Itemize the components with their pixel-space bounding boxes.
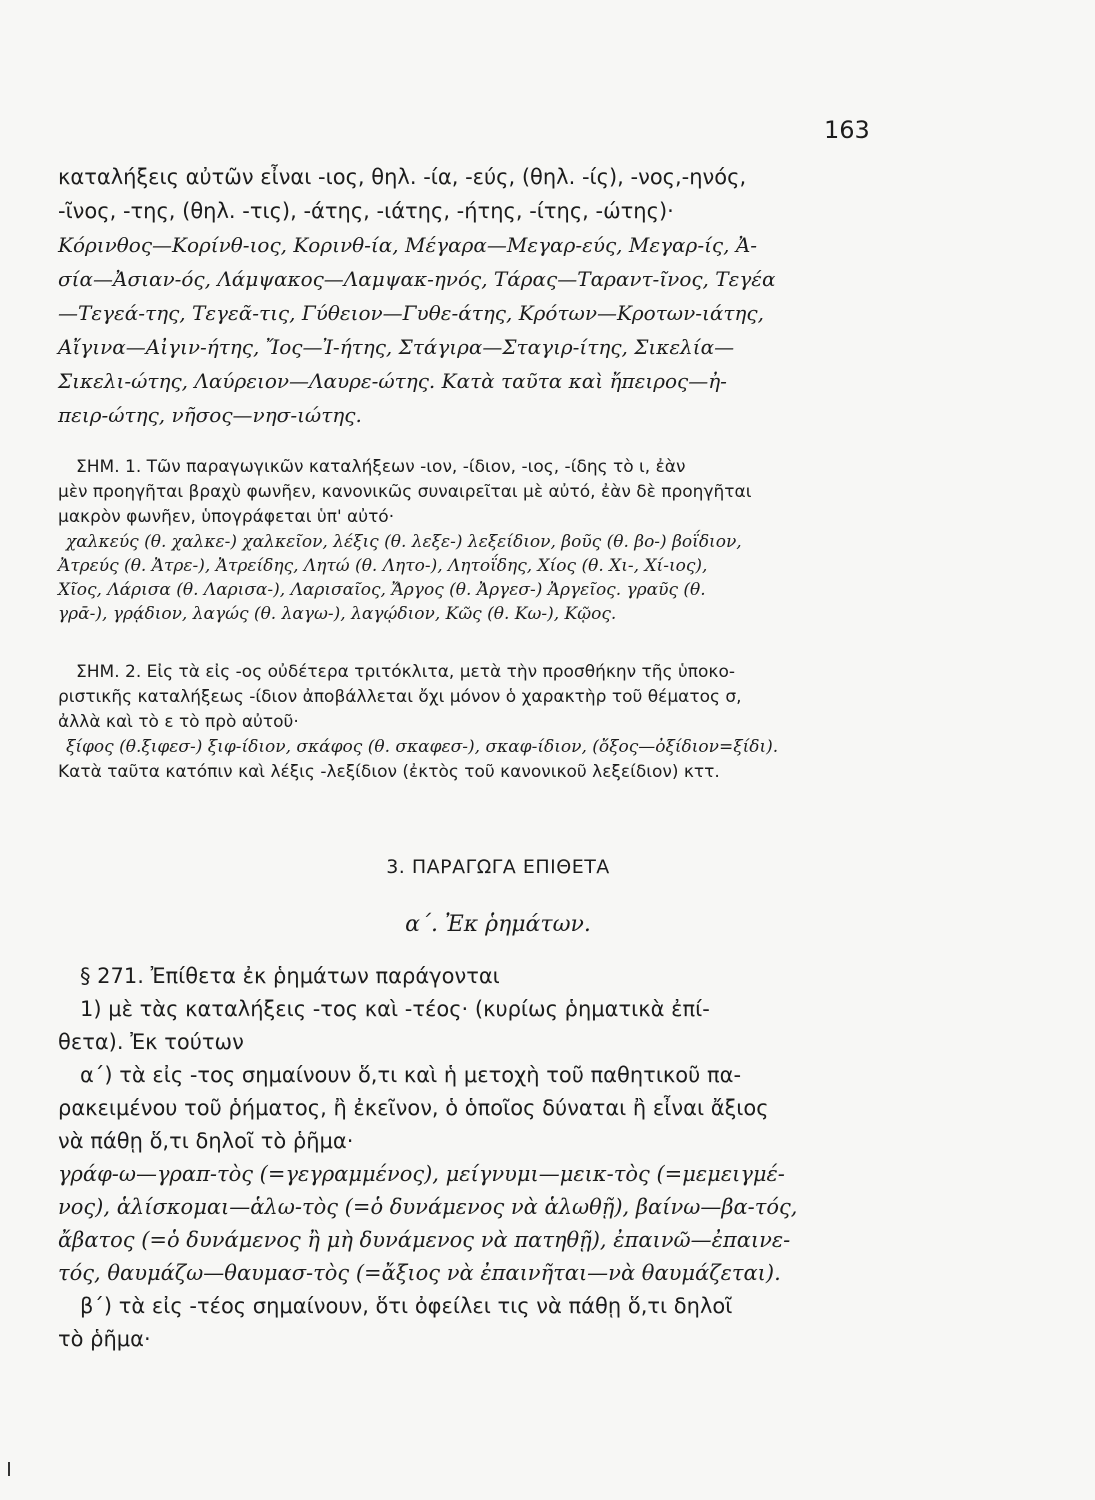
example-line: σία—Ἀσιαν-ός, Λάμψακος—Λαμψακ-ηνός, Τάρας—Ταραντ-ῖνος, Τεγέα [58,267,776,291]
paragraph-line: α΄) τὰ εἰς -τος σημαίνουν ὅ,τι καὶ ἡ μετοχὴ τοῦ παθητικοῦ πα- [80,1063,742,1087]
example-line: —Τεγεά-της, Τεγεᾶ-τις, Γύθειον—Γυθε-άτης, Κρότων—Κροτων-ιάτης, [58,301,764,325]
note-line: ΣΗΜ. 1. Τῶν παραγωγικῶν καταλήξεων -ιον, -ίδιον, -ιος, -ίδης τὸ ι, ἐὰν [76,457,686,477]
example-line: πειρ-ώτης, νῆσος—νησ-ιώτης. [58,403,362,427]
note-1 [58,455,898,626]
example-line: ἄβατος (=ὁ δυνάμενος ἢ μὴ δυνάμενος νὰ πατηθῇ), ἐπαινῶ—ἐπαινε- [58,1228,791,1252]
page-number: 163 [824,116,870,144]
example-line: Αἴγινα—Αἰγιν-ήτης, Ἴος—Ἰ-ήτης, Στάγιρα—Σταγιρ-ίτης, Σικελία— [58,335,735,359]
section-271 [58,960,898,1356]
paragraph-line: β΄) τὰ εἰς -τέος σημαίνουν, ὅτι ὀφείλει τις νὰ πάθῃ ὅ,τι δηλοῖ [80,1294,733,1318]
example-line: τός, θαυμάζω—θαυμασ-τὸς (=ἄξιος νὰ ἐπαινῆται—νὰ θαυμάζεται). [58,1261,781,1285]
example-line: Κόρινθος—Κορίνθ-ιος, Κορινθ-ία, Μέγαρα—Μεγαρ-εύς, Μεγαρ-ίς, Ἀ- [58,233,758,257]
text-line: καταλήξεις αὐτῶν εἶναι -ιος, θηλ. -ία, -εύς, (θηλ. -ίς), -νος,-ηνός, [58,165,747,189]
example-line: χαλκεύς (θ. χαλκε-) χαλκεῖον, λέξις (θ. λεξε-) λεξείδιον, βοῦς (θ. βο-) βοΐδιον, [66,532,742,552]
example-line: γράφ-ω—γραπ-τὸς (=γεγραμμένος), μείγνυμι—μεικ-τὸς (=μεμειγμέ- [58,1162,785,1186]
text-line: -ῖνος, -της, (θηλ. -τις), -άτης, -ιάτης, -ήτης, -ίτης, -ώτης)· [58,199,674,223]
intro-paragraph [58,160,898,432]
note-line: ΣΗΜ. 2. Εἰς τὰ εἰς -ος οὐδέτερα τριτόκλιτα, μετὰ τὴν προσθήκην τῆς ὑποκο- [76,662,735,682]
note-line: Κατὰ ταῦτα κατόπιν καὶ λέξις -λεξίδιον (ἐκτὸς τοῦ κανονικοῦ λεξείδιον) κττ. [58,762,720,782]
note-line: μακρὸν φωνῆεν, ὑπογράφεται ὑπ' αὐτό· [58,507,395,527]
example-line: Χῖος, Λάρισα (θ. Λαρισα-), Λαρισαῖος, Ἄργος (θ. Ἀργεσ-) Ἀργεῖος. γραῦς (θ. [58,580,706,600]
example-line: γρᾱ-), γρᾴδιον, λαγώς (θ. λαγω-), λαγῴδιον, Κῶς (θ. Κω-), Κῷος. [58,604,617,624]
example-line: ξίφος (θ.ξιφεσ-) ξιφ-ίδιον, σκάφος (θ. σκαφεσ-), σκαφ-ίδιον, (ὄξος—ὀξίδιον=ξίδι). [66,737,779,757]
note-line: ριστικῆς καταλήξεως -ίδιον ἀποβάλλεται ὄχι μόνον ὁ χαρακτὴρ τοῦ θέματος σ, [58,687,742,707]
note-2 [58,660,898,785]
paragraph-line: § 271. Ἐπίθετα ἐκ ῥημάτων παράγονται [80,964,500,988]
example-line: νος), ἁλίσκομαι—ἁλω-τὸς (=ὁ δυνάμενος νὰ ἁλωθῇ), βαίνω—βα-τός, [58,1195,798,1219]
note-line: ἀλλὰ καὶ τὸ ε τὸ πρὸ αὐτοῦ· [58,712,299,732]
paragraph-line: 1) μὲ τὰς καταλήξεις -τος καὶ -τέος· (κυρίως ῥηματικὰ ἐπί- [80,997,710,1021]
section-heading: 3. ΠΑΡΑΓΩΓΑ ΕΠΙΘΕΤΑ [386,856,610,878]
example-line: Σικελι-ώτης, Λαύρειον—Λαυρε-ώτης. Κατὰ ταῦτα καὶ ἤπειρος—ἠ- [58,369,727,393]
note-line: μὲν προηγῆται βραχὺ φωνῆεν, κανονικῶς συναιρεῖται μὲ αὐτό, ἐὰν δὲ προηγῆται [58,482,752,502]
paragraph-line: ρακειμένου τοῦ ῥήματος, ἢ ἐκεῖνον, ὁ ὁποῖος δύναται ἢ εἶναι ἄξιος [58,1096,769,1120]
paragraph-line: θετα). Ἐκ τούτων [58,1030,244,1054]
scan-edge-mark [8,1462,10,1476]
paragraph-line: νὰ πάθῃ ὅ,τι δηλοῖ τὸ ῥῆμα· [58,1129,354,1153]
example-line: Ἀτρεύς (θ. Ἀτρε-), Ἀτρείδης, Λητώ (θ. Λητο-), Λητοΐδης, Χίος (θ. Χι-, Χί-ιος), [58,556,708,576]
paragraph-line: τὸ ῥῆμα· [58,1327,151,1351]
section-subheading: α΄. Ἐκ ῥημάτων. [405,912,591,937]
